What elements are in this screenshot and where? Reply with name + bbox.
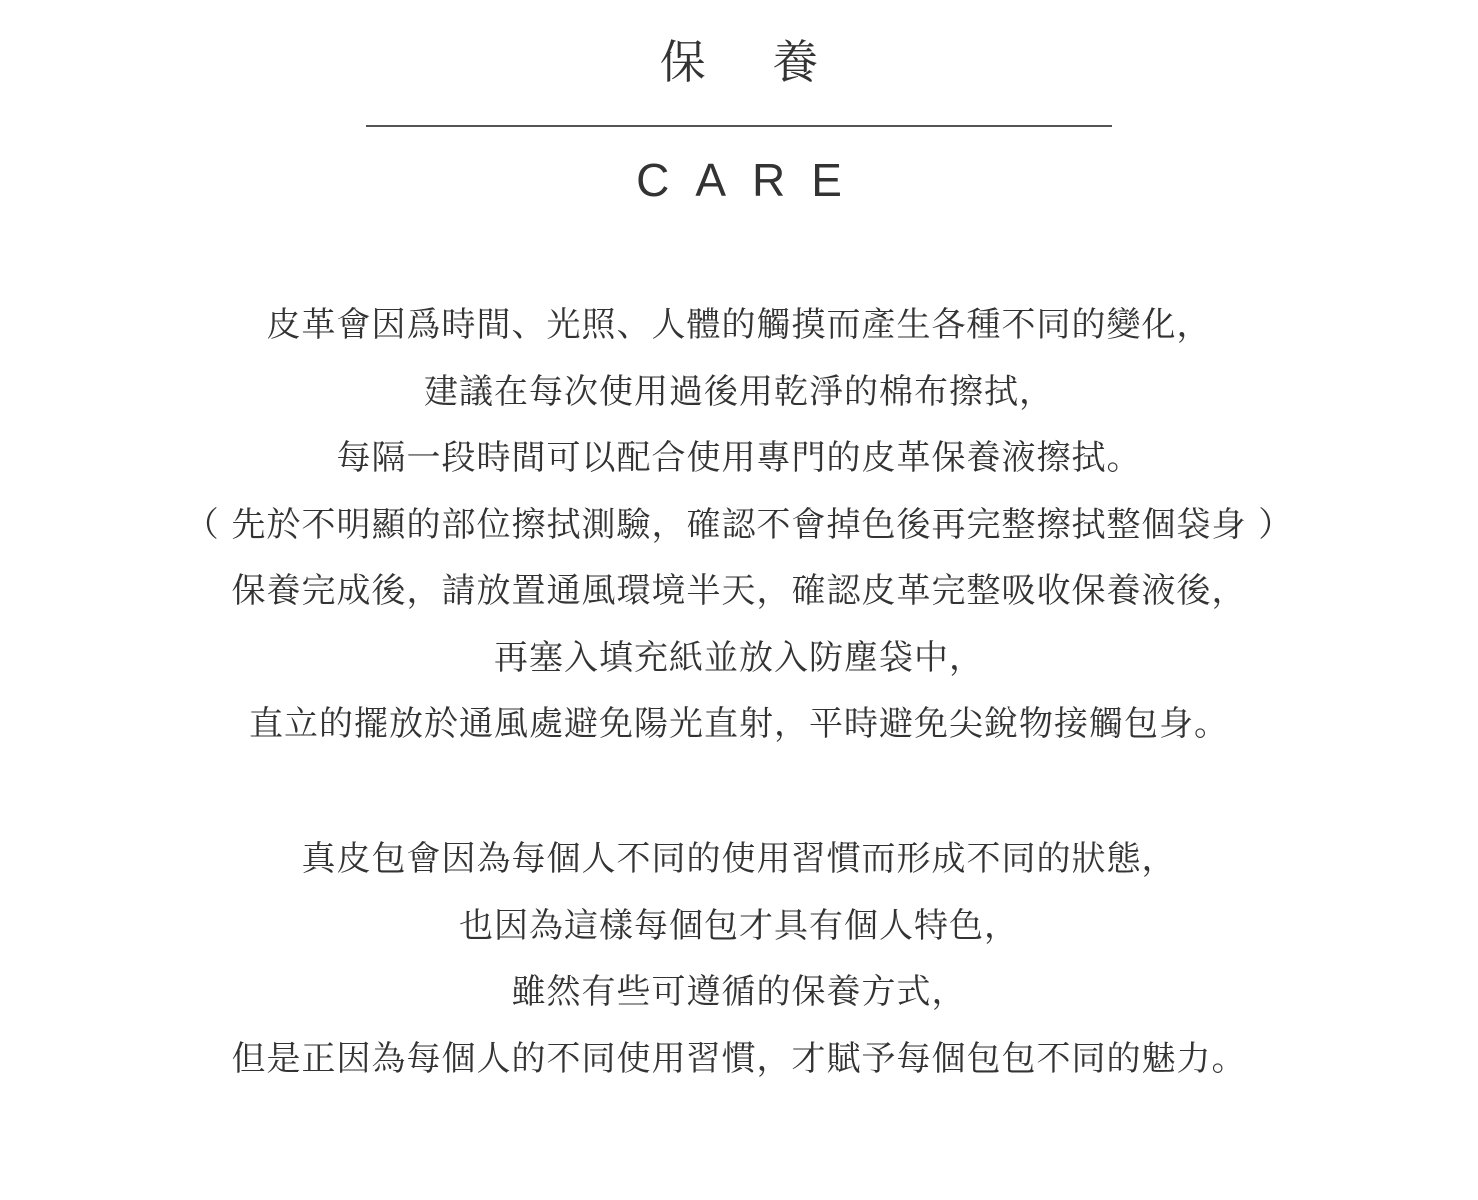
text-line: 但是正因為每個人的不同使用習慣，才賦予每個包包不同的魅力。 xyxy=(231,1038,1247,1079)
text-line: （ 先於不明顯的部位擦拭測驗，確認不會掉色後再完整擦拭整個袋身 ） xyxy=(184,504,1294,545)
text-line: 也因為這樣每個包才具有個人特色， xyxy=(459,905,1019,946)
text-line: 保養完成後，請放置通風環境半天，確認皮革完整吸收保養液後， xyxy=(231,571,1247,611)
text-line: 直立的擺放於通風處避免陽光直射，平時避免尖銳物接觸包身。 xyxy=(249,704,1229,744)
page-title-english: CARE xyxy=(636,154,868,206)
page-title-chinese: 保 養 xyxy=(659,35,845,89)
text-line: 每隔一段時間可以配合使用專門的皮革保養液擦拭。 xyxy=(336,438,1142,478)
care-instructions-paragraph xyxy=(0,292,1478,758)
text-line: 再塞入填充紙並放入防塵袋中， xyxy=(494,637,984,678)
title-divider xyxy=(366,125,1112,127)
text-line: 真皮包會因為每個人不同的使用習慣而形成不同的狀態， xyxy=(301,839,1177,879)
leather-character-paragraph xyxy=(0,826,1478,1092)
text-line: 雖然有些可遵循的保養方式， xyxy=(511,972,967,1012)
text-line: 皮革會因爲時間、光照、人體的觸摸而產生各種不同的變化， xyxy=(266,305,1212,345)
text-line: 建議在每次使用過後用乾淨的棉布擦拭， xyxy=(424,371,1054,412)
